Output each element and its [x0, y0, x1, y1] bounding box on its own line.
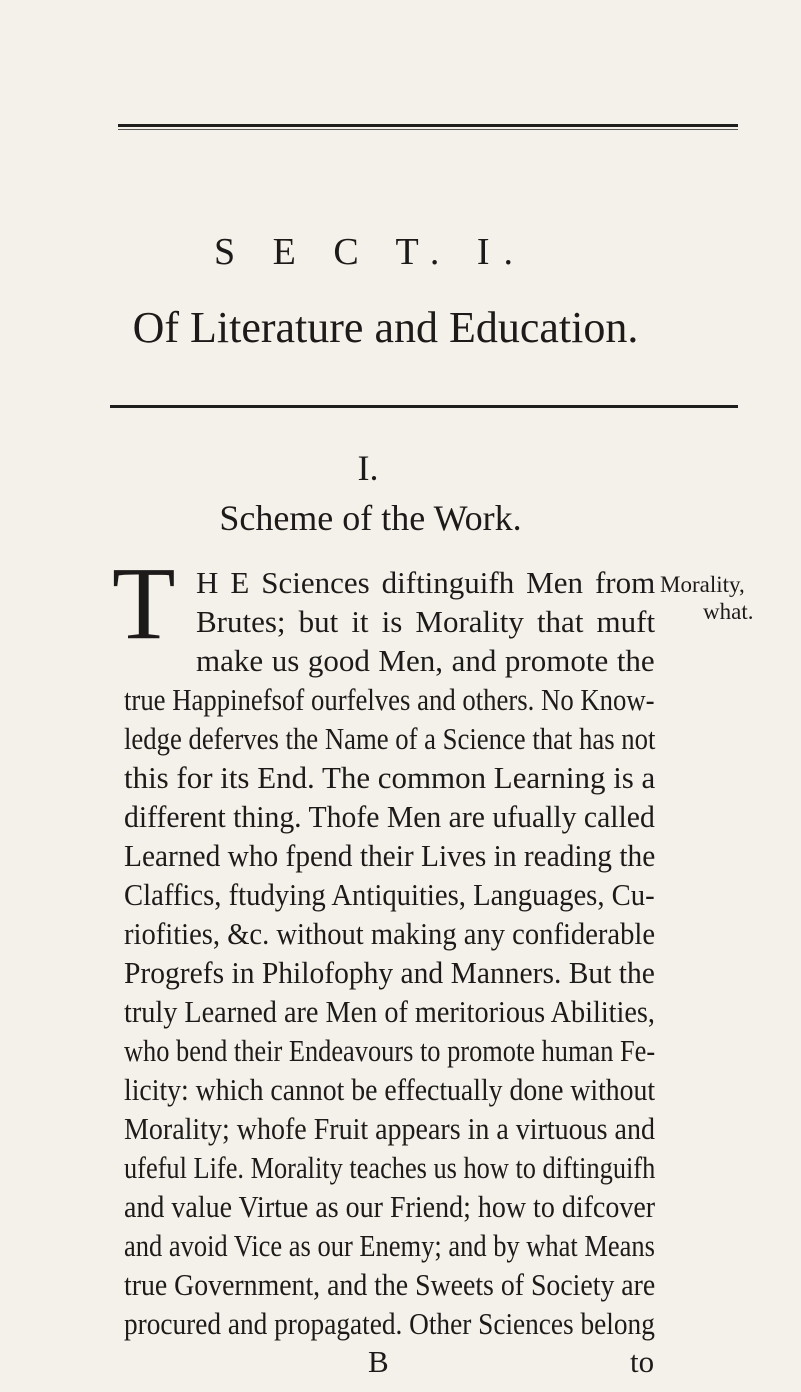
- text-line: licity: which cannot be effectually done without: [124, 1072, 656, 1107]
- top-rule-thin: [118, 129, 738, 130]
- text-line: true Happinefsof ourfelves and others. No Know-: [124, 682, 655, 717]
- catchword: to: [630, 1344, 655, 1379]
- margin-note: what.: [703, 599, 754, 624]
- text-line: true Government, and the Sweets of Society are: [124, 1267, 656, 1302]
- text-line: Brutes; but it is Morality that muft: [196, 604, 656, 639]
- text-line: Learned who fpend their Lives in reading the: [124, 838, 656, 873]
- top-rule: [118, 124, 738, 127]
- text-line: make us good Men, and promote the: [196, 643, 655, 678]
- signature-mark: B: [368, 1344, 389, 1379]
- subsection-title: Scheme of the Work.: [219, 498, 522, 538]
- text-line: Progrefs in Philofophy and Manners. But the: [124, 955, 655, 990]
- section-heading: S E C T. I.: [213, 231, 528, 273]
- text-line: riofities, &c. without making any confiderable: [124, 916, 655, 951]
- text-line: ufeful Life. Morality teaches us how to diftinguifh: [124, 1150, 656, 1185]
- drop-cap: T: [112, 546, 176, 661]
- text-line: different thing. Thofe Men are ufually called: [124, 799, 655, 834]
- chapter-title: Of Literature and Education.: [132, 303, 639, 352]
- text-line: procured and propagated. Other Sciences belong: [124, 1306, 655, 1341]
- text-line: this for its End. The common Learning is a: [124, 760, 656, 795]
- title-rule: [110, 405, 738, 408]
- text-line: H E Sciences diftinguifh Men from: [196, 565, 656, 600]
- text-line: truly Learned are Men of meritorious Abilities,: [124, 994, 655, 1029]
- text-line: Morality; whofe Fruit appears in a virtuous and: [124, 1111, 655, 1146]
- text-line: and avoid Vice as our Enemy; and by what Means: [124, 1228, 655, 1263]
- subsection-numeral: I.: [357, 448, 379, 488]
- text-line: and value Virtue as our Friend; how to difcover: [124, 1189, 656, 1224]
- text-line: Claffics, ftudying Antiquities, Languages, Cu-: [124, 877, 655, 912]
- text-line: who bend their Endeavours to promote human Fe-: [124, 1033, 656, 1068]
- text-line: ledge deferves the Name of a Science that has not: [124, 721, 656, 756]
- margin-note: Morality,: [660, 572, 745, 597]
